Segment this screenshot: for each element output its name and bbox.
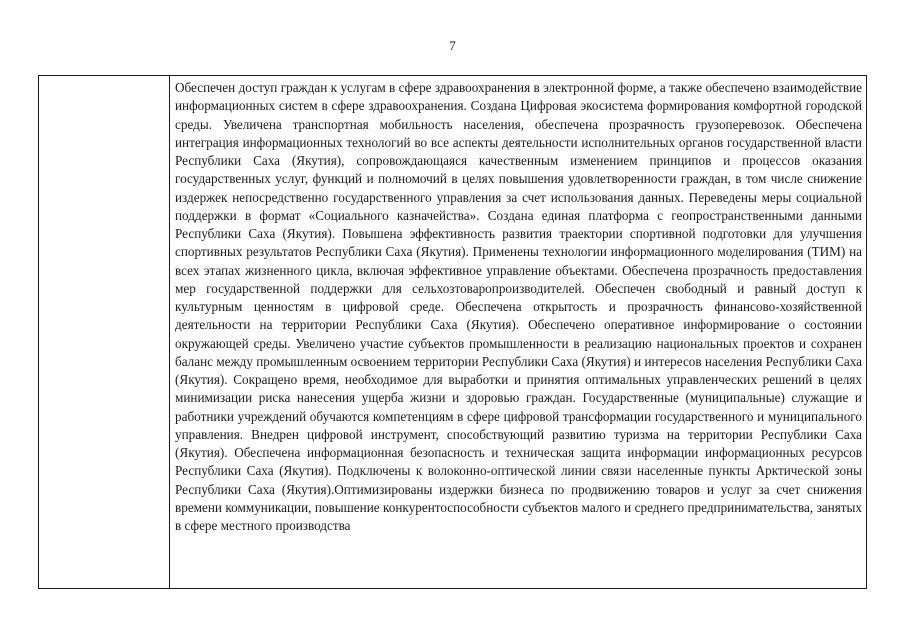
results-paragraph: Обеспечен доступ граждан к услугам в сфере здравоохранения в электронной форме, а также обеспечено взаимодействие информационных систем в сфере здравоохранения. Создана Цифровая экосистема формирования комфортной городской среды. Увеличена транспортная мобильность населения, обеспечена прозрачность грузоперевозок. Обеспечена интеграция информационных технологий во все аспекты деятельности исполнительных органов государственной власти Республики Саха (Якутия), сопровождающаяся качественным изменением принципов и процессов оказания государственных услуг, функций и полномочий в целях повышения удовлетворенности граждан, в том числе снижение издержек непосредственно государственного управления за счет использования данных. Переведены меры социальной поддержки в формат «Социального казначейства». Создана единая платформа с геопространственными данными Республики Саха (Якутия). Повышена эффективность развития траектории спортивной подготовки для улучшения спортивных результатов Республики Саха (Якутия). Применены технологии информационного моделирования (ТИМ) на всех этапах жизненного цикла, включая эффективное управление объектами. Обеспечена прозрачность предоставления мер государственной поддержки для сельхозтоваропроизводителей. Обеспечен свободный и равный доступ к культурным ценностям в цифровой среде. Обеспечена открытость и прозрачность финансово-хозяйственной деятельности на территории Республики Саха (Якутия). Обеспечено оперативное информирование о состоянии окружающей среды. Увеличено участие субъектов промышленности в реализацию национальных проектов и сохранен баланс между промышленным освоением территории Республики Саха (Якутия) и интересов населения Республики Саха (Якутия). Сокращено время, необходимое для выработки и принятия оптимальных управленческих решений в целях минимизации риска нанесения ущерба жизни и здоровью граждан. Государственные (муниципальные) служащие и работники учреждений обучаются компетенциям в сфере цифровой трансформации государственного и муниципального управления. Внедрен цифровой инструмент, способствующий развитию туризма на территории Республики Саха (Якутия). Обеспечена информационная безопасность и техническая защита информации информационных ресурсов Республики Саха (Якутия). Подключены к волоконно-оптической линии связи населенные пункты Арктической зоны Республики Саха (Якутия).Оптимизированы издержки бизнеса по продвижению товаров и услуг за счет снижения времени коммуникации, повышение конкурентоспособности субъектов малого и среднего предпринимательства, занятых в сфере местного производства xyxy=(175,80,862,533)
document-table xyxy=(38,75,867,589)
table-cell-right xyxy=(170,76,866,588)
table-cell-left xyxy=(39,76,170,588)
page-number: 7 xyxy=(449,38,456,53)
